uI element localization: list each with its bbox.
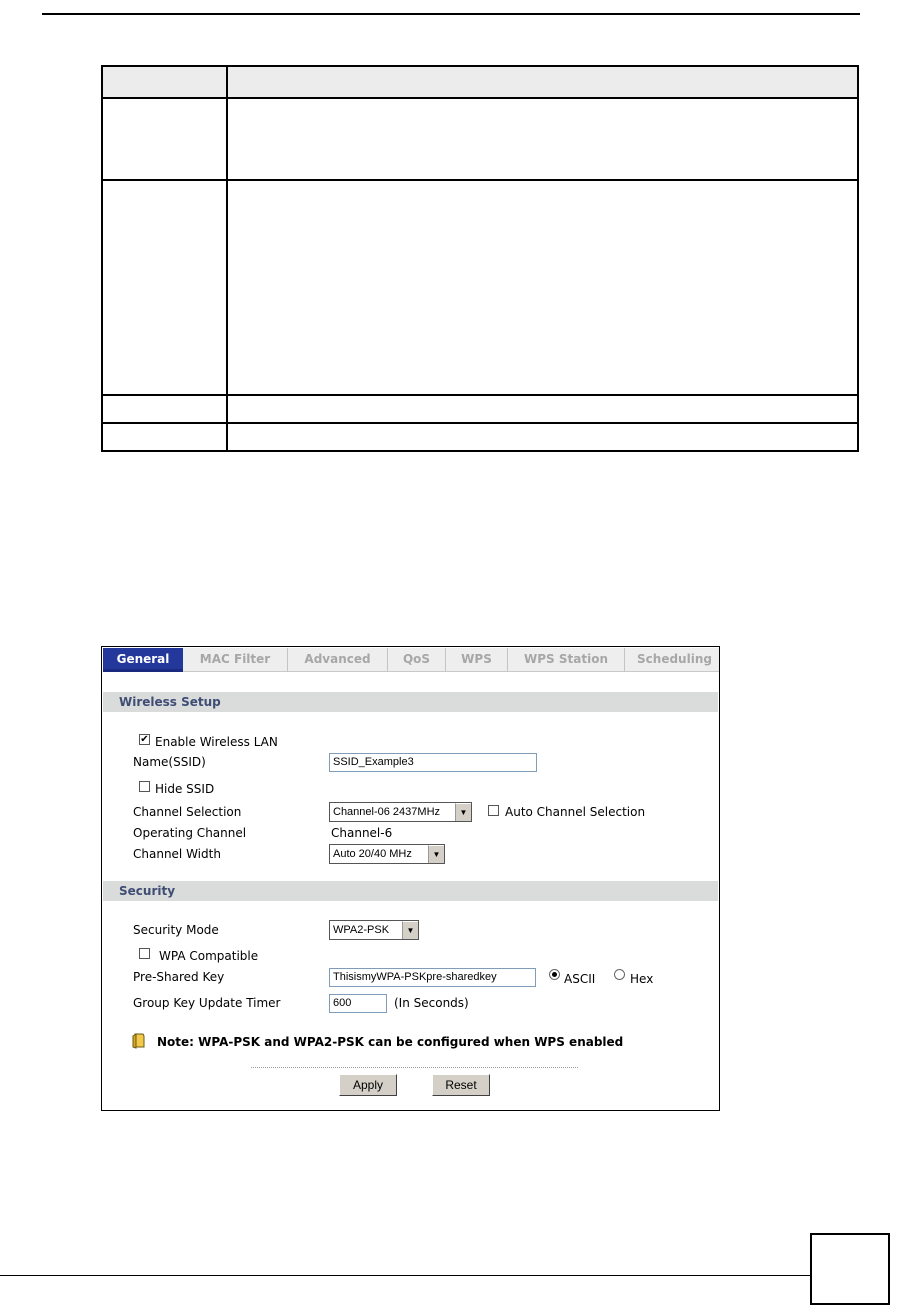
hide-ssid-label: Hide SSID: [155, 782, 215, 796]
wireless-setup-heading: Wireless Setup: [103, 692, 718, 712]
enable-wireless-label: Enable Wireless LAN: [155, 735, 278, 749]
channel-width-select[interactable]: [329, 844, 445, 864]
tab-general[interactable]: General: [103, 648, 183, 672]
ssid-label: Name(SSID): [133, 755, 206, 769]
wps-note: Note: WPA-PSK and WPA2-PSK can be configured when WPS enabled: [157, 1035, 624, 1049]
table-row: [102, 423, 858, 451]
hex-radio[interactable]: [614, 969, 625, 980]
psk-input[interactable]: ThisismyWPA-PSKpre-sharedkey: [329, 968, 536, 987]
ascii-radio[interactable]: [549, 969, 560, 980]
security-heading: Security: [103, 881, 718, 901]
chevron-down-icon[interactable]: ▼: [402, 921, 418, 939]
button-divider: [251, 1067, 578, 1068]
chevron-down-icon[interactable]: ▼: [428, 845, 444, 863]
chevron-down-icon[interactable]: ▼: [455, 803, 471, 821]
tab-wps-station[interactable]: WPS Station: [508, 648, 625, 672]
enable-wireless-checkbox[interactable]: ✔: [140, 734, 149, 745]
description-table: [101, 65, 859, 452]
wpa-compatible-label: WPA Compatible: [159, 949, 259, 963]
apply-button[interactable]: Apply: [339, 1074, 397, 1096]
channel-selection-label: Channel Selection: [133, 805, 242, 819]
channel-selection-value: Channel-06 2437MHz: [333, 806, 441, 818]
tab-wps[interactable]: WPS: [446, 648, 508, 672]
ssid-input[interactable]: SSID_Example3: [329, 753, 537, 772]
reset-button[interactable]: Reset: [432, 1074, 490, 1096]
tab-qos[interactable]: QoS: [388, 648, 446, 672]
operating-channel-value: Channel-6: [331, 826, 393, 840]
wireless-general-screen: [101, 646, 720, 1111]
security-mode-select[interactable]: [329, 920, 419, 940]
security-mode-label: Security Mode: [133, 923, 219, 937]
header-rule: [42, 13, 860, 15]
page-number-box: [810, 1233, 890, 1305]
table-row: [102, 98, 858, 180]
group-key-timer-label: Group Key Update Timer: [133, 996, 281, 1010]
tab-bar: [103, 648, 719, 672]
table-row: [102, 395, 858, 423]
tab-mac-filter[interactable]: MAC Filter: [183, 648, 288, 672]
auto-channel-label: Auto Channel Selection: [505, 805, 646, 819]
timer-unit-label: (In Seconds): [394, 996, 469, 1010]
note-icon: [132, 1033, 146, 1049]
channel-selection-select[interactable]: [329, 802, 472, 822]
footer-rule: [0, 1275, 810, 1276]
tab-advanced[interactable]: Advanced: [288, 648, 388, 672]
ascii-label: ASCII: [564, 972, 596, 986]
channel-width-label: Channel Width: [133, 847, 221, 861]
tab-scheduling[interactable]: Scheduling: [625, 648, 719, 672]
operating-channel-label: Operating Channel: [133, 826, 247, 840]
channel-width-value: Auto 20/40 MHz: [333, 848, 412, 860]
wpa-compatible-checkbox[interactable]: [139, 948, 150, 959]
table-header-row: [102, 66, 858, 98]
auto-channel-checkbox[interactable]: [488, 805, 499, 816]
hide-ssid-checkbox[interactable]: [139, 781, 150, 792]
security-mode-value: WPA2-PSK: [333, 924, 390, 936]
group-key-timer-input[interactable]: 600: [329, 994, 387, 1013]
hex-label: Hex: [630, 972, 654, 986]
table-row: [102, 180, 858, 395]
psk-label: Pre-Shared Key: [133, 970, 225, 984]
